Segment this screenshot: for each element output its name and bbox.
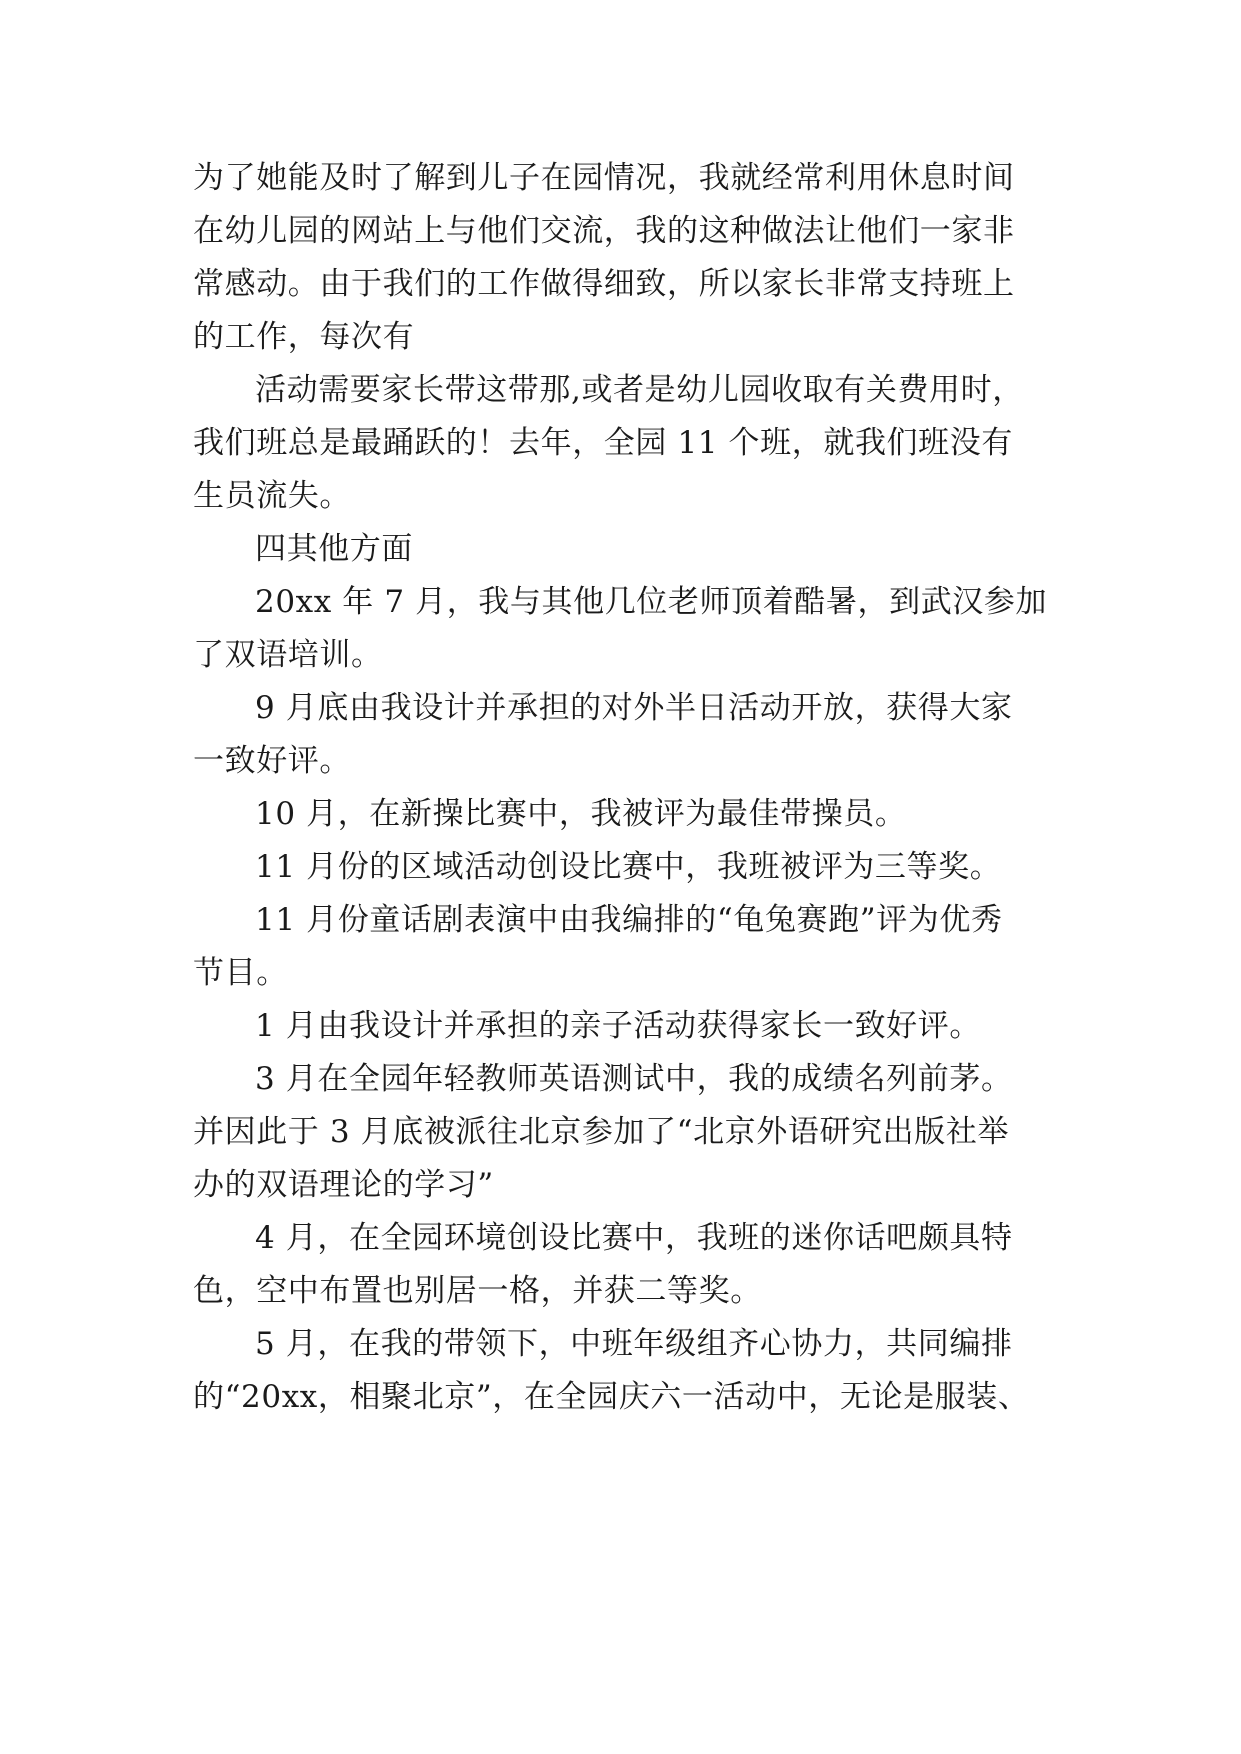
text-line: 色，空中布置也别居一格，并获二等奖。 <box>193 1273 762 1309</box>
text-line: 11 月份的区域活动创设比赛中，我班被评为三等奖。 <box>255 849 1002 885</box>
text-line: 为了她能及时了解到儿子在园情况，我就经常利用休息时间 <box>193 160 1015 196</box>
text-line: 11 月份童话剧表演中由我编排的“龟兔赛跑”评为优秀 <box>255 902 1003 938</box>
text-line: 我们班总是最踊跃的！去年，全园 11 个班，就我们班没有 <box>193 425 1013 461</box>
text-line: 的工作，每次有 <box>193 319 415 355</box>
text-line: 了双语培训。 <box>193 637 383 673</box>
text-line: 在幼儿园的网站上与他们交流，我的这种做法让他们一家非 <box>193 213 1015 249</box>
text-line: 3 月在全园年轻教师英语测试中，我的成绩名列前茅。 <box>255 1061 1013 1097</box>
text-line: 一致好评。 <box>193 743 351 779</box>
text-line: 的“20xx，相聚北京”，在全园庆六一活动中，无论是服装、 <box>193 1379 1030 1415</box>
text-line: 9 月底由我设计并承担的对外半日活动开放，获得大家 <box>255 690 1013 726</box>
text-line: 5 月，在我的带领下，中班年级组齐心协力，共同编排 <box>255 1326 1013 1362</box>
text-line: 1 月由我设计并承担的亲子活动获得家长一致好评。 <box>255 1008 981 1044</box>
section-heading: 四其他方面 <box>255 531 413 567</box>
text-line: 4 月，在全园环境创设比赛中，我班的迷你话吧颇具特 <box>255 1220 1013 1256</box>
text-line: 20xx 年 7 月，我与其他几位老师顶着酷暑，到武汉参加 <box>255 584 1048 620</box>
text-line: 10 月，在新操比赛中，我被评为最佳带操员。 <box>255 796 907 832</box>
text-line: 活动需要家长带这带那,或者是幼儿园收取有关费用时， <box>255 372 1024 408</box>
text-line: 常感动。由于我们的工作做得细致，所以家长非常支持班上 <box>193 266 1015 302</box>
text-line: 并因此于 3 月底被派往北京参加了“北京外语研究出版社举 <box>193 1114 1010 1150</box>
text-line: 生员流失。 <box>193 478 351 514</box>
text-line: 办的双语理论的学习” <box>193 1167 494 1203</box>
text-line: 节目。 <box>193 955 288 991</box>
